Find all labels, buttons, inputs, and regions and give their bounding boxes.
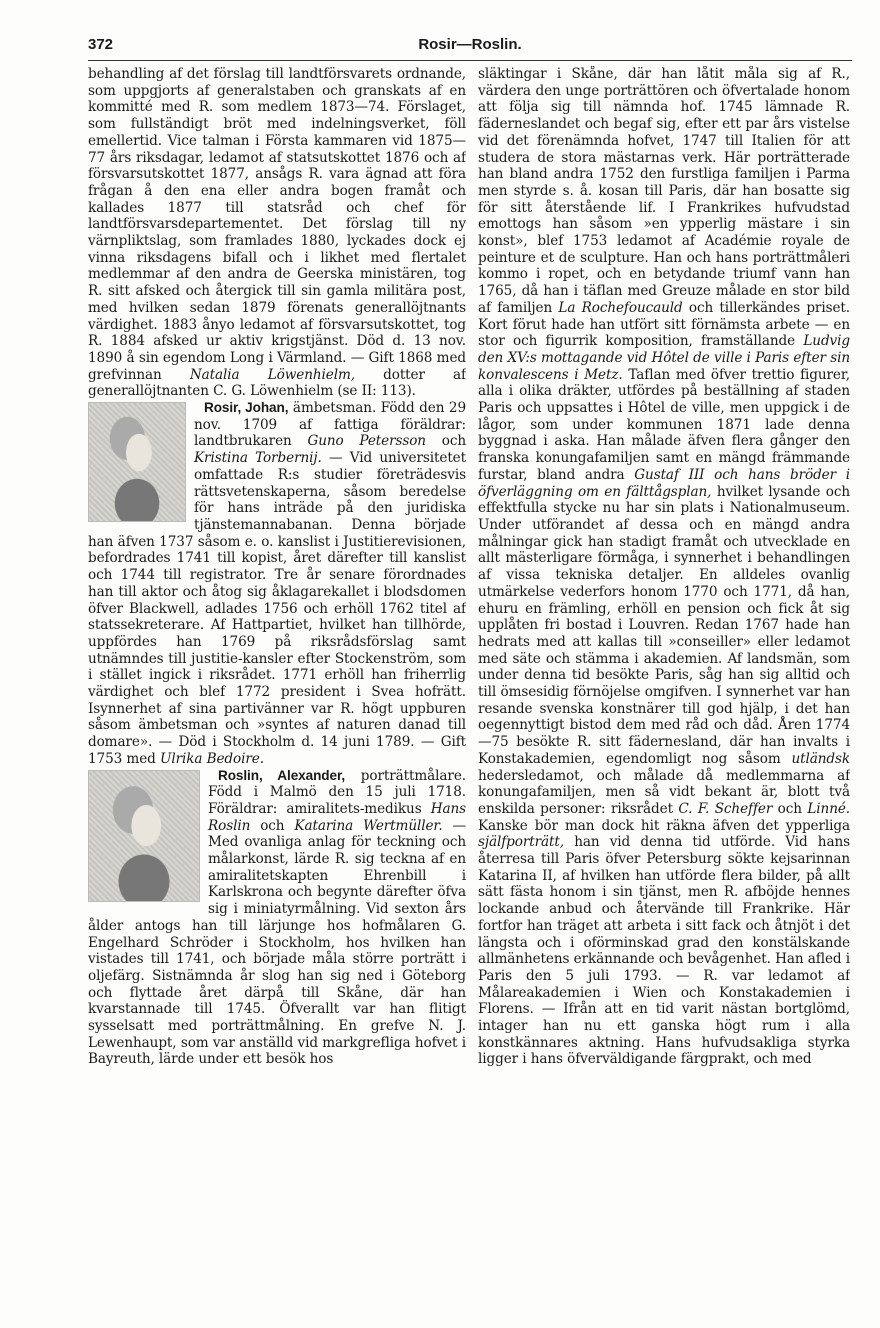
entry-heading-rosir: Rosir, Johan,	[204, 400, 289, 416]
spouse-name: Natalia Löwenhielm,	[189, 366, 355, 383]
left-column	[88, 66, 466, 1256]
page-number: 372	[88, 36, 114, 53]
portrait-image-roslin	[88, 770, 200, 902]
entry-heading-roslin: Roslin, Alexander,	[218, 767, 346, 783]
header-rule	[88, 60, 852, 61]
running-title: Rosir—Roslin.	[418, 36, 522, 53]
right-column	[478, 66, 850, 1256]
paragraph-roslin-continued: släktingar i Skåne, där han låtit måla sig af R., värdera den unge porträttören och öfvertalade honom att följa sig till nämnda hof. 1745 lämnade R. fäderneslandet och begaf sig, efter ett par års vistelse vid det förenämnda hofvet, 1747 till Italien för att studera de stora mästarnas verk. Här porträtterade han bland andra 1752 den furstliga familjen i Parma men styrde s. å. kosan till Paris, där han bosatte sig för sitt återstående lif. I Frankrikes hufvudstad emottogs han såsom »en ypperlig mästare i sin konst», blef 1753 ledamot af Académie royale de peinture et de sculpture. Han och hans porträttmåleri kommo i ropet, och en betydande triumf vann han 1765, då han i täflan med Greuze målade en stor bild af familjen La Rochefoucauld och tillerkändes priset. Kort förut hade han utfört sitt förnämsta arbete — en stor och figurrik komposition, framställande Ludvig den XV:s mottagande vid Hôtel de ville i Paris efter sin konvalescens i Metz. Taflan med öfver trettio figurer, alla i olika dräkter, utfördes på beställning af staden Paris och uppsattes i Hôtel de ville, men uppgick i de lågor, som under kommunen 1871 lade denna byggnad i aska. Han målade äfven flera gånger den franska konungafamiljen samt en mängd främmande furstar, bland andra Gustaf III och hans bröder i öfverläggning om en fälttågsplan, hvilket lysande och effektfulla stycke nu har sin plats i Nationalmuseum. Under utförandet af dessa och en mängd andra målningar gick han stadigt framåt och utvecklade en allt mästerligare förmåga, i synnerhet i behandlingen af vissa tekniska detaljer. En alldeles ovanlig utmärkelse vederfors honom 1770 och 1771, då han, ehuru en främling, erhöll en pension och fick åt sig upplåten fri bostad i Louvren. Redan 1767 hade han hedrats med att kallas till »conseiller» eller ledamot med säte och stämma i akademien. Af landsmän, som under denna tid besökte Paris, såg han sig alltid och till ömsesidig förnöjelse omgifven. I synnerhet var han resande svenska konstnärer till god hjälp, i det han oegennyttigt bistod dem med råd och dåd. Åren 1774—75 besökte R. sitt fädernesland, där han invalts i Konstakademien, egendomligt nog såsom utländsk hedersledamot, och målade då medlemmarna af konungafamiljen, men så vidt bekant är, blott två enskilda personer: riksrådet C. F. Scheffer och Linné. Kanske bör man dock hit räkna äfven det ypperliga själfporträtt, han vid denna tid utförde. Vid hans återresa till Paris öfver Petersburg sökte kejsarinnan Katarina II, af hvilken han utförde flera bilder, på allt sätt fästa honom i sin tjänst, men R. afböjde hennes lockande anbud och återvände till Frankrike. Här fortfor han träget att arbeta i sitt fack och åtnjöt i det längsta och i oförminskad grad den konstälskande allmänhetens erkännande och bevågenhet. Han afled i Paris den 5 juli 1793. — R. var ledamot af Målareakademien i Wien och Konstakademien i Florens. — Ifrån att en tid varit nästan bortglömd, intager han nu ett ganska högt rum i alla konstkännares aktning. Hans hufvudsakliga styrka ligger i hans öfverväldigande färgprakt, och med	[478, 66, 850, 1068]
page-header	[88, 36, 852, 62]
entry-rosir: Rosir, Johan, ämbetsman. Född den 29 nov. 1709 af fattiga föräldrar: landtbrukaren Guno Petersson och Kristina Torbernij. — Vid universitetet omfattade R:s studier företrädesvis rättsvetenskaperna, såsom beredelse för hans inträde på den juridiska tjänstemannabanan. Denna började han äfven 1737 såsom e. o. kanslist i Justitierevisionen, befordrades 1741 till kopist, året därefter till kanslist och 1744 till registrator. Tre år senare förordnades han till aktor och åtog sig åklagarekallet i blodsdomen öfver Blackwell, adlades 1756 och erhöll 1762 titel af statssekreterare. Af Hattpartiet, hvilket han tillhörde, uppfördes han 1769 på riksrådsförslag samt utnämndes till justitie-kansler efter Stockenström, som i stället ingick i riksrådet. 1771 erhöll han friherrlig värdighet och blef 1772 president i Svea hofrätt. Isynnerhet af sina partivänner var R. högt uppburen såsom ämbetsman och »syntes af naturen danad till domare». — Död i Stockholm d. 14 juni 1789. — Gift 1753 med Ulrika Bedoire.	[88, 400, 466, 767]
portrait-image-rosir	[88, 402, 186, 522]
entry-roslin: Roslin, Alexander, porträttmålare. Född i Malmö den 15 juli 1718. Föräldrar: amiralitets-medikus Hans Roslin och Katarina Wertmüller. — Med ovanliga anlag för teckning och målarkonst, lärde R. sig teckna af en amiralitetskapten Ehrenbill i Karlskrona och begynte därefter öfva sig i miniatyrmålning. Vid sexton års ålder antogs han till lärjunge hos hofmålaren G. Engelhard Schröder i Stockholm, hos hvilken han vistades till 1741, och började måla större porträtt i oljefärg. Sistnämnda år slog han sig ned i Göteborg och flyttade året därpå till Skåne, där han kvarstannade till 1745. Öfverallt var han flitigt sysselsatt med porträttmålning. En grefve N. J. Lewenhaupt, som var anställd vid markgrefliga hofvet i Bayreuth, lärde under ett besök hos	[88, 767, 466, 1068]
paragraph-continued: behandling af det förslag till landtförsvarets ordnande, som uppgjorts af generalstaben och granskats af en kommitté med R. som medlem 1873—74. Förslaget, som fullständigt bröt med indelningsverket, föll emellertid. Vice talman i Första kammaren vid 1875—77 års riksdagar, ledamot af statsutskottet 1876 och af försvarsutskottet 1877, ansågs R. vara ägnad att föra frågan å den ena eller andra bogen framåt och kallades 1877 till statsråd och chef för landtförsvarsdepartementet. Det förslag till ny värnpliktslag, som framlades 1880, lyckades dock ej vinna riksdagens bifall och i likhet med flertalet medlemmar af den andra de Geerska ministären, tog R. sitt afsked och återgick till sin gamla militära post, med hvilken sedan 1879 förenats generallöjtnants värdighet. 1883 ånyo ledamot af försvarsutskottet, tog R. 1884 afsked ur aktiv krigstjänst. Död d. 13 nov. 1890 å sin egendom Long i Värmland. — Gift 1868 med grefvinnan Natalia Löwenhielm, dotter af generallöjtnanten C. G. Löwenhielm (se II: 113).	[88, 66, 466, 400]
